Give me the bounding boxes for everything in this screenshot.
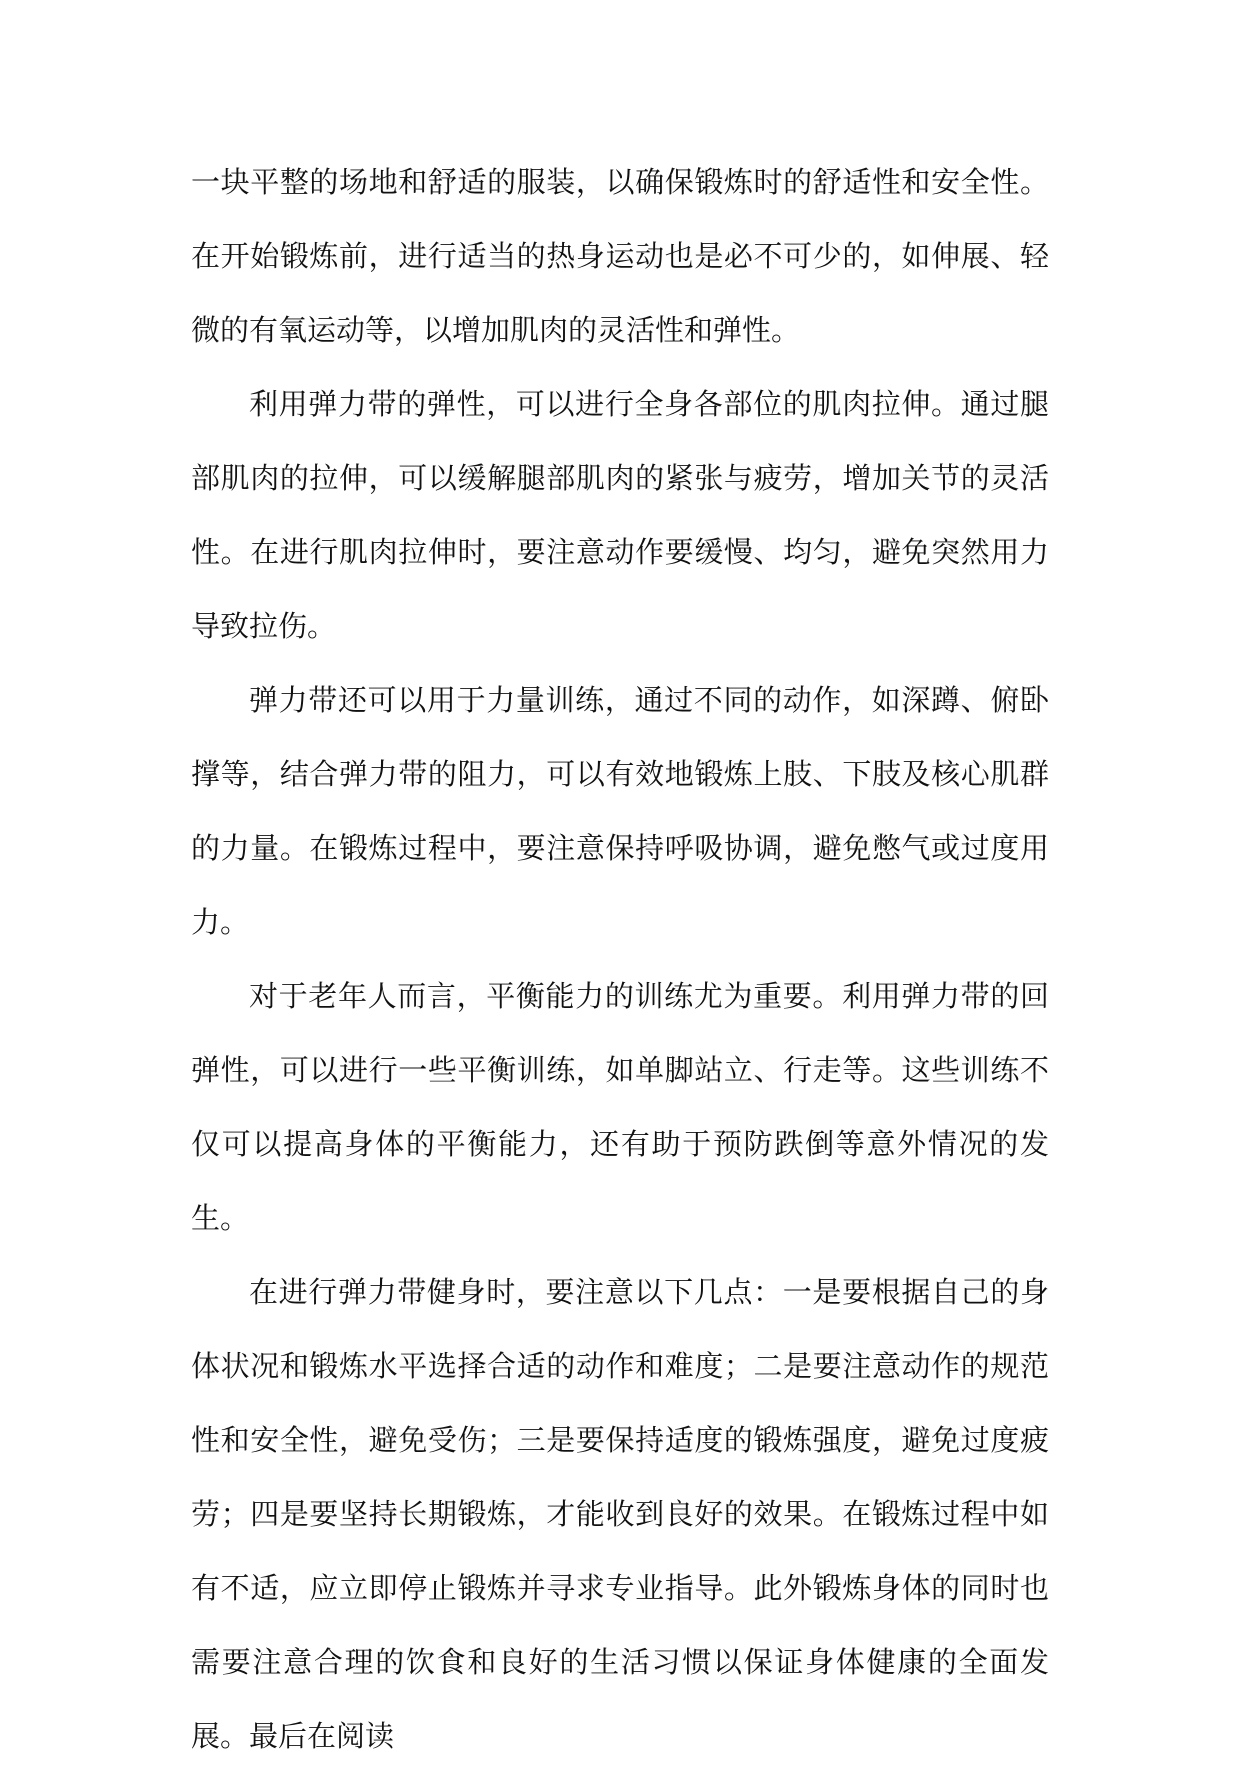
paragraph-strength-training: 弹力带还可以用于力量训练，通过不同的动作，如深蹲、俯卧撑等，结合弹力带的阻力，可以有效地锻炼上肢、下肢及核心肌群的力量。在锻炼过程中，要注意保持呼吸协调，避免憋气或过度用力。 xyxy=(191,683,1049,939)
paragraph-precautions: 在进行弹力带健身时，要注意以下几点：一是要根据自己的身体状况和锻炼水平选择合适的动作和难度；二是要注意动作的规范性和安全性，避免受伤；三是要保持适度的锻炼强度，避免过度疲劳；四是要坚持长期锻炼，才能收到良好的效果。在锻炼过程中如有不适，应立即停止锻炼并寻求专业指导。此外锻炼身体的同时也需要注意合理的饮食和良好的生活习惯以保证身体健康的全面发展。最后在阅读 xyxy=(191,1275,1049,1753)
paragraph-stretching: 利用弹力带的弹性，可以进行全身各部位的肌肉拉伸。通过腿部肌肉的拉伸，可以缓解腿部肌肉的紧张与疲劳，增加关节的灵活性。在进行肌肉拉伸时，要注意动作要缓慢、均匀，避免突然用力导致拉伤。 xyxy=(191,387,1049,643)
paragraph-balance-training: 对于老年人而言，平衡能力的训练尤为重要。利用弹力带的回弹性，可以进行一些平衡训练，如单脚站立、行走等。这些训练不仅可以提高身体的平衡能力，还有助于预防跌倒等意外情况的发生。 xyxy=(191,979,1049,1235)
paragraph-continued: 一块平整的场地和舒适的服装，以确保锻炼时的舒适性和安全性。在开始锻炼前，进行适当的热身运动也是必不可少的，如伸展、轻微的有氧运动等，以增加肌肉的灵活性和弹性。 xyxy=(191,165,1049,347)
body-text xyxy=(191,145,1049,1773)
